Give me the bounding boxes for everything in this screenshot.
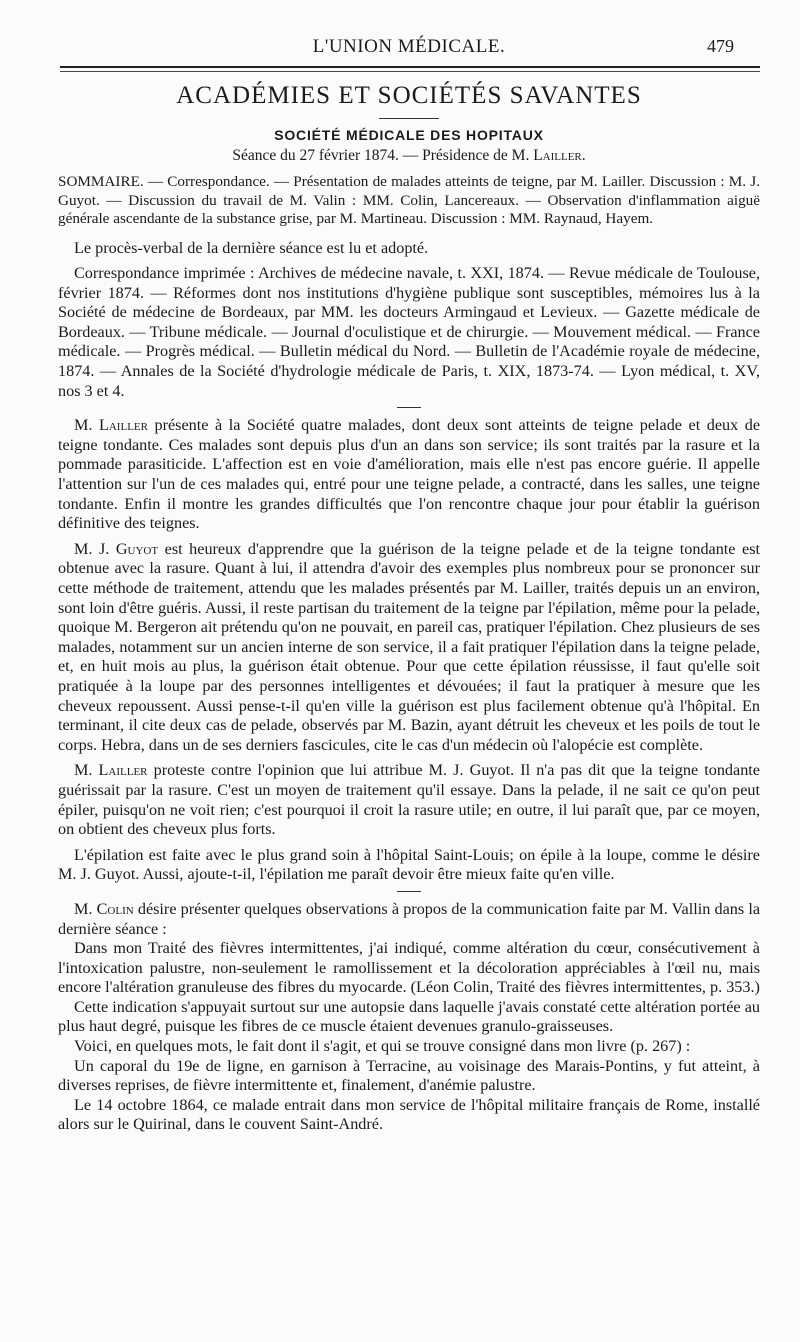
paragraph-traite: Dans mon Traité des fièvres intermittentes, j'ai indiqué, comme altération du cœur, consécutivement à l'intoxication palustre, non-seulement le ramollissement et la décoloration appréciables à l'œil nu, mais encore l'altération granuleuse des fibres du myocarde. (Léon Colin, Traité des fièvres intermittentes, p. 353.) bbox=[58, 939, 760, 997]
society-name: SOCIÉTÉ MÉDICALE DES HOPITAUX bbox=[274, 127, 544, 143]
paragraph-colin bbox=[58, 900, 760, 939]
header-rule bbox=[60, 66, 760, 68]
session-line-text: Séance du 27 février 1874. — Présidence de M. bbox=[232, 147, 530, 164]
paragraph-epilation: L'épilation est faite avec le plus grand soin à l'hôpital Saint-Louis; on épile à la loupe, comme le désire M. J. Guyot. Aussi, ajoute-t-il, l'épilation me paraît devoir être mieux faite qu'en ville. bbox=[58, 845, 760, 884]
paragraph-lailler-reply bbox=[58, 761, 760, 839]
running-title: L'UNION MÉDICALE. bbox=[312, 36, 506, 57]
article-body bbox=[58, 80, 760, 1135]
paragraph-lailler-presentation bbox=[58, 416, 760, 534]
paragraph-correspondence: Correspondance imprimée : Archives de médecine navale, t. XXI, 1874. — Revue médicale de Toulouse, février 1874. — Réformes dont nos institutions d'hygiène publique sont susceptibles, mémoires lus à la Société de médecine de Bordeaux, par MM. les docteurs Armingaud et Levieux. — Gazette médicale de Bordeaux. — Tribune médicale. — Journal d'oculistique et de chirurgie. — Mouvement médical. — France médicale. — Progrès médical. — Bulletin médical du Nord. — Bulletin de l'Académie royale de médecine, 1874. — Annales de la Société d'hydrologie médicale de Paris, t. XIX, 1873-74. — Lyon médical, t. XV, nos 3 et 4. bbox=[58, 264, 760, 400]
section-divider bbox=[397, 891, 421, 892]
section-title: ACADÉMIES ET SOCIÉTÉS SAVANTES bbox=[176, 82, 642, 109]
header-rule-thin bbox=[60, 71, 760, 72]
page-number: 479 bbox=[707, 36, 734, 56]
paragraph-text: est heureux d'apprendre que la guérison de la teigne pelade et de la teigne tondante est obtenue avec la rasure. Quant à lui, il attendra d'avoir des exemples plus nombreux pour se prononcer sur cette méthode de traitement, attendu que les malades présentés par M. Lailler, traités depuis un an environ, sont loin d'être guéris. Aussi, il reste partisan du traitement de la teigne par l'épilation, même pour la pelade, quoique M. Bergeron ait prétendu qu'on ne pouvait, en pareil cas, pratiquer l'épilation. Chez plusieurs de ses malades, notamment sur un ancien interne de son service, il a fait pratiquer l'épilation dans la teigne pelade, et, en huit mois au plus, la guérison était obtenue. Pour que cette épilation réussisse, il faut qu'elle soit pratiquée à la loupe par des personnes intelligentes et dévouées; il faut la pratiquer à mesure que les cheveux repoussent. Aussi pense-t-il qu'en ville la guérison est plus facilement obtenue qu'à l'hôpital. En terminant, il cite deux cas de pelade, observés par M. Bazin, ayant détruit les cheveux et les poils de tout le corps. Hebra, dans un de ses derniers fascicules, cite le cas d'un médecin où l'alopécie est complète. bbox=[58, 539, 761, 754]
paragraph-guyot bbox=[58, 540, 760, 756]
title-rule bbox=[379, 118, 439, 119]
paragraph-text: proteste contre l'opinion que lui attribue M. J. Guyot. Il n'a pas dit que la teigne tondante guérissait par la rasure. C'est un moyen de traitement qu'il essaye. Dans la pelade, il ne sait ce qu'on peut épiler, puisqu'on ne voit rien; c'est pourquoi il croit la rasure utile; en outre, il lui paraît que, par ce moyen, on obtient des cheveux plus forts. bbox=[58, 761, 760, 839]
speaker-name: M. J. Guyot bbox=[74, 539, 159, 558]
speaker-name: M. Lailler bbox=[74, 761, 148, 780]
page-header bbox=[58, 30, 760, 62]
speaker-name: M. Colin bbox=[74, 899, 134, 918]
paragraph-text: désire présenter quelques observations à propos de la communication faite par M. Vallin dans la dernière séance : bbox=[58, 899, 761, 938]
summary: SOMMAIRE. — Correspondance. — Présentation de malades atteints de teigne, par M. Lailler. Discussion : M. J. Guyot. — Discussion du travail de M. Valin : MM. Colin, Lancereaux. — Observation d'inflammation aiguë générale ascendante de la substance grise, par M. Martineau. Discussion : MM. Raynaud, Hayem. bbox=[58, 173, 760, 227]
paragraph-octobre: Le 14 octobre 1864, ce malade entrait dans mon service de l'hôpital militaire français de Rome, installé alors sur le Quirinal, dans le couvent Saint-André. bbox=[58, 1095, 760, 1134]
session-line bbox=[58, 145, 760, 167]
paragraph-voici: Voici, en quelques mots, le fait dont il s'agit, et qui se trouve consigné dans mon livre (p. 267) : bbox=[74, 1037, 691, 1056]
paragraph-autopsie: Cette indication s'appuyait surtout sur une autopsie dans laquelle j'avais constaté cette altération portée au plus haut degré, puisque les fibres de ce muscle étaient devenues granulo-graisseuses. bbox=[58, 997, 760, 1036]
paragraph-caporal: Un caporal du 19e de ligne, en garnison à Terracine, au voisinage des Marais-Pontins, y fut atteint, à diverses reprises, de fièvre intermittente et, finalement, d'anémie palustre. bbox=[58, 1056, 760, 1095]
section-divider bbox=[397, 407, 421, 408]
session-president: Lailler. bbox=[533, 147, 586, 164]
paragraph-text: présente à la Société quatre malades, dont deux sont atteints de teigne pelade et deux de teigne tondante. Ces malades sont depuis plus d'un an dans son service; ils sont traités par la rasure et la pommade parasiticide. L'affection est en voie d'amélioration, mais elle n'est pas encore guérie. Il appelle l'attention sur l'un de ces malades qui, entré pour une teigne pelade, a contracté, dans les salles, une teigne tondante. Enfin il montre les grandes difficultés que l'on rencontre chaque jour pour établir la guérison définitive des teignes. bbox=[58, 416, 761, 533]
speaker-name: M. Lailler bbox=[74, 416, 148, 435]
paragraph-minutes: Le procès-verbal de la dernière séance est lu et adopté. bbox=[74, 238, 429, 257]
